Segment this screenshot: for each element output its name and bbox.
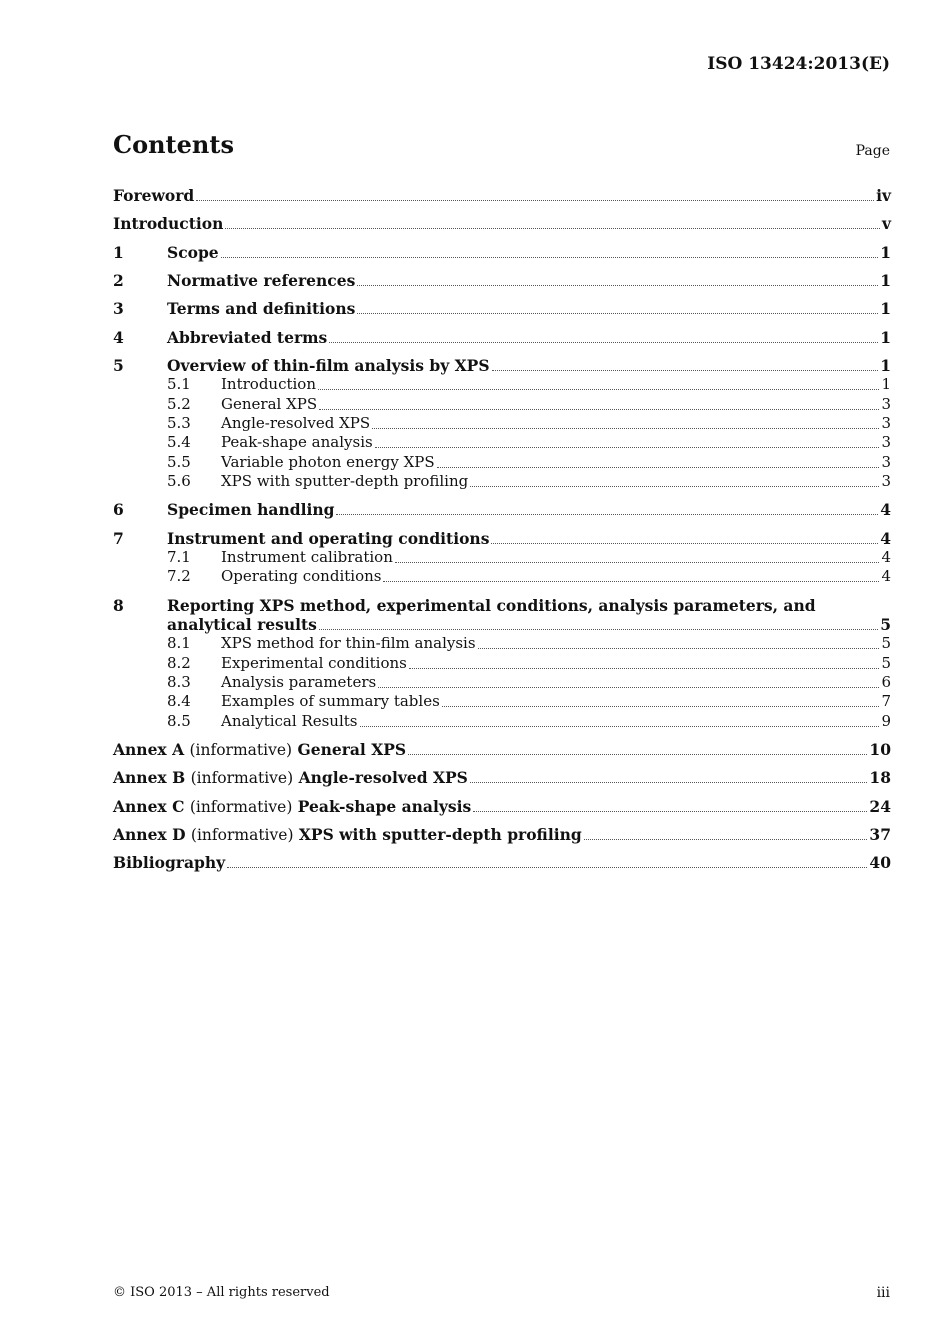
toc-entry-section-5[interactable] [113, 356, 891, 376]
toc-entry-page: iv [876, 186, 891, 205]
toc-entry-number: 8.3 [167, 673, 191, 691]
dot-leader [329, 341, 878, 343]
toc-entry-number: 1 [113, 243, 124, 262]
toc-entry-title: Operating conditions [221, 567, 382, 585]
toc-entry-section-5-6[interactable] [113, 472, 891, 492]
toc-entry-title: Angle-resolved XPS [221, 414, 371, 432]
toc-entry-number: 5.1 [167, 375, 191, 393]
toc-entry-section-5-4[interactable] [113, 433, 891, 453]
contents-heading: Contents [113, 130, 234, 159]
toc-entry-bibliography[interactable] [113, 853, 891, 873]
toc-entry-title: Examples of summary tables [221, 692, 440, 710]
toc-entry-page: 4 [881, 567, 891, 585]
annex-label: Annex B [113, 768, 186, 787]
toc-entry-page: v [881, 214, 891, 233]
toc-entry-title-line1: Reporting XPS method, experimental conditions, analysis parameters, and [167, 596, 816, 615]
toc-entry-number: 5.5 [167, 453, 191, 471]
toc-entry-title: Analytical Results [221, 712, 358, 730]
toc-entry-section-8-1[interactable] [113, 634, 891, 654]
toc-entry-page: 1 [880, 328, 891, 347]
toc-entry-page: 1 [880, 299, 891, 318]
dot-leader [409, 667, 880, 669]
toc-entry-page: 4 [880, 529, 891, 548]
toc-entry-section-3[interactable] [113, 299, 891, 319]
toc-entry-page: 9 [881, 712, 891, 730]
toc-entry-foreword[interactable] [113, 186, 891, 206]
toc-entry-page: 6 [881, 673, 891, 691]
toc-entry-title: Variable photon energy XPS [221, 453, 435, 471]
toc-entry-number: 6 [113, 500, 124, 519]
annex-title: Peak-shape analysis [297, 797, 472, 816]
dot-leader [227, 866, 867, 868]
toc-entry-title: XPS method for thin-film analysis [221, 634, 476, 652]
toc-entry-section-7-1[interactable] [113, 548, 891, 568]
toc-entry-number: 7 [113, 529, 124, 548]
annex-title: General XPS [297, 740, 407, 759]
toc-entry-page: 40 [869, 853, 891, 872]
dot-leader [470, 781, 868, 783]
toc-entry-page: 3 [881, 472, 891, 490]
dot-leader [319, 628, 878, 630]
annex-type: (informative) [189, 741, 293, 759]
annex-title: Angle-resolved XPS [298, 768, 468, 787]
toc-entry-title: Terms and definitions [167, 299, 356, 318]
toc-entry-title: Analysis parameters [221, 673, 377, 691]
toc-entry-title-line2: analytical results [167, 615, 317, 634]
toc-entry-annex-c[interactable] [113, 797, 891, 817]
toc-entry-title: XPS with sputter-depth profiling [221, 472, 469, 490]
toc-entry-page: 24 [869, 797, 891, 816]
toc-entry-title: Specimen handling [167, 500, 335, 519]
toc-entry-number: 5.2 [167, 395, 191, 413]
toc-entry-page: 37 [869, 825, 891, 844]
annex-label: Annex D [113, 825, 186, 844]
dot-leader [473, 810, 867, 812]
toc-entry-title: Introduction [113, 214, 224, 233]
toc-entry-page: 4 [880, 500, 891, 519]
dot-leader [360, 725, 880, 727]
toc-entry-section-8-3[interactable] [113, 673, 891, 693]
toc-entry-page: 5 [881, 634, 891, 652]
toc-entry-title: Abbreviated terms [167, 328, 328, 347]
toc-entry-title: Foreword [113, 186, 195, 205]
dot-leader [378, 686, 879, 688]
toc-entry-page: 3 [881, 453, 891, 471]
toc-entry-number: 5.3 [167, 414, 191, 432]
toc-entry-page: 10 [869, 740, 891, 759]
toc-entry-section-7[interactable] [113, 529, 891, 549]
dot-leader [408, 753, 867, 755]
toc-entry-section-5-5[interactable] [113, 453, 891, 473]
toc-entry-number: 8.4 [167, 692, 191, 710]
toc-entry-title [113, 740, 406, 759]
toc-entry-number: 4 [113, 328, 124, 347]
toc-entry-title: Introduction [221, 375, 316, 393]
toc-entry-section-8[interactable] [113, 596, 891, 616]
toc-entry-title: Bibliography [113, 853, 226, 872]
dot-leader [491, 542, 878, 544]
toc-entry-title: Normative references [167, 271, 356, 290]
toc-entry-section-4[interactable] [113, 328, 891, 348]
dot-leader [318, 388, 879, 390]
toc-entry-page: 1 [880, 356, 891, 375]
dot-leader [375, 446, 880, 448]
toc-entry-title: Instrument calibration [221, 548, 393, 566]
toc-entry-introduction[interactable] [113, 214, 891, 234]
toc-entry-section-1[interactable] [113, 243, 891, 263]
toc-entry-title [113, 797, 471, 816]
dot-leader [336, 513, 878, 515]
toc-entry-title [113, 768, 468, 787]
toc-entry-annex-d[interactable] [113, 825, 891, 845]
toc-entry-page: 7 [881, 692, 891, 710]
toc-entry-number: 5.4 [167, 433, 191, 451]
toc-entry-number: 8.5 [167, 712, 191, 730]
dot-leader [319, 408, 879, 410]
toc-entry-number: 2 [113, 271, 124, 290]
toc-entry-number: 8.2 [167, 654, 191, 672]
dot-leader [442, 705, 880, 707]
dot-leader [492, 369, 879, 371]
toc-entry-number: 3 [113, 299, 124, 318]
toc-entry-section-5-2[interactable] [113, 395, 891, 415]
toc-entry-number: 5 [113, 356, 124, 375]
copyright-notice: © ISO 2013 – All rights reserved [113, 1285, 330, 1300]
dot-leader [357, 284, 878, 286]
toc-entry-annex-b[interactable] [113, 768, 891, 788]
toc-entry-section-5-1[interactable] [113, 375, 891, 395]
document-id: ISO 13424:2013(E) [707, 54, 890, 74]
annex-type: (informative) [190, 826, 294, 844]
dot-leader [478, 647, 880, 649]
toc-entry-title: General XPS [221, 395, 318, 413]
dot-leader [437, 466, 880, 468]
annex-title: XPS with sputter-depth profiling [298, 825, 582, 844]
dot-leader [470, 485, 879, 487]
annex-type: (informative) [190, 769, 294, 787]
toc-entry-number: 7.2 [167, 567, 191, 585]
dot-leader [372, 427, 879, 429]
toc-entry-title: Scope [167, 243, 219, 262]
toc-entry-section-2[interactable] [113, 271, 891, 291]
toc-entry-title: Instrument and operating conditions [167, 529, 490, 548]
toc-entry-section-8-5[interactable] [113, 712, 891, 732]
toc-entry-title [113, 825, 582, 844]
toc-entry-page: 1 [880, 243, 891, 262]
toc-entry-title: Peak-shape analysis [221, 433, 373, 451]
dot-leader [221, 256, 879, 258]
annex-label: Annex A [113, 740, 185, 759]
annex-label: Annex C [113, 797, 185, 816]
toc-entry-number: 8.1 [167, 634, 191, 652]
toc-entry-number: 8 [113, 596, 124, 615]
toc-entry-section-5-3[interactable] [113, 414, 891, 434]
toc-entry-page: 4 [881, 548, 891, 566]
page-column-label: Page [855, 143, 890, 159]
toc-entry-number: 5.6 [167, 472, 191, 490]
dot-leader [225, 227, 880, 229]
toc-entry-page: 5 [881, 654, 891, 672]
page-number: iii [876, 1285, 890, 1301]
dot-leader [584, 838, 868, 840]
toc-entry-section-6[interactable] [113, 500, 891, 520]
toc-entry-title: Experimental conditions [221, 654, 407, 672]
toc-entry-page: 3 [881, 395, 891, 413]
toc-entry-section-8-4[interactable] [113, 692, 891, 712]
toc-entry-annex-a[interactable] [113, 740, 891, 760]
toc-entry-section-8-2[interactable] [113, 654, 891, 674]
toc-entry-page: 3 [881, 433, 891, 451]
toc-entry-page: 1 [881, 375, 891, 393]
dot-leader [383, 580, 879, 582]
toc-entry-section-7-2[interactable] [113, 567, 891, 587]
toc-entry-number: 7.1 [167, 548, 191, 566]
annex-type: (informative) [189, 798, 293, 816]
toc-entry-section-8-continued[interactable] [113, 615, 891, 635]
toc-entry-page: 3 [881, 414, 891, 432]
toc-entry-page: 1 [880, 271, 891, 290]
dot-leader [196, 199, 874, 201]
dot-leader [395, 561, 880, 563]
toc-entry-title: Overview of thin-film analysis by XPS [167, 356, 490, 375]
toc-entry-page: 18 [869, 768, 891, 787]
toc-entry-page: 5 [880, 615, 891, 634]
dot-leader [357, 312, 878, 314]
